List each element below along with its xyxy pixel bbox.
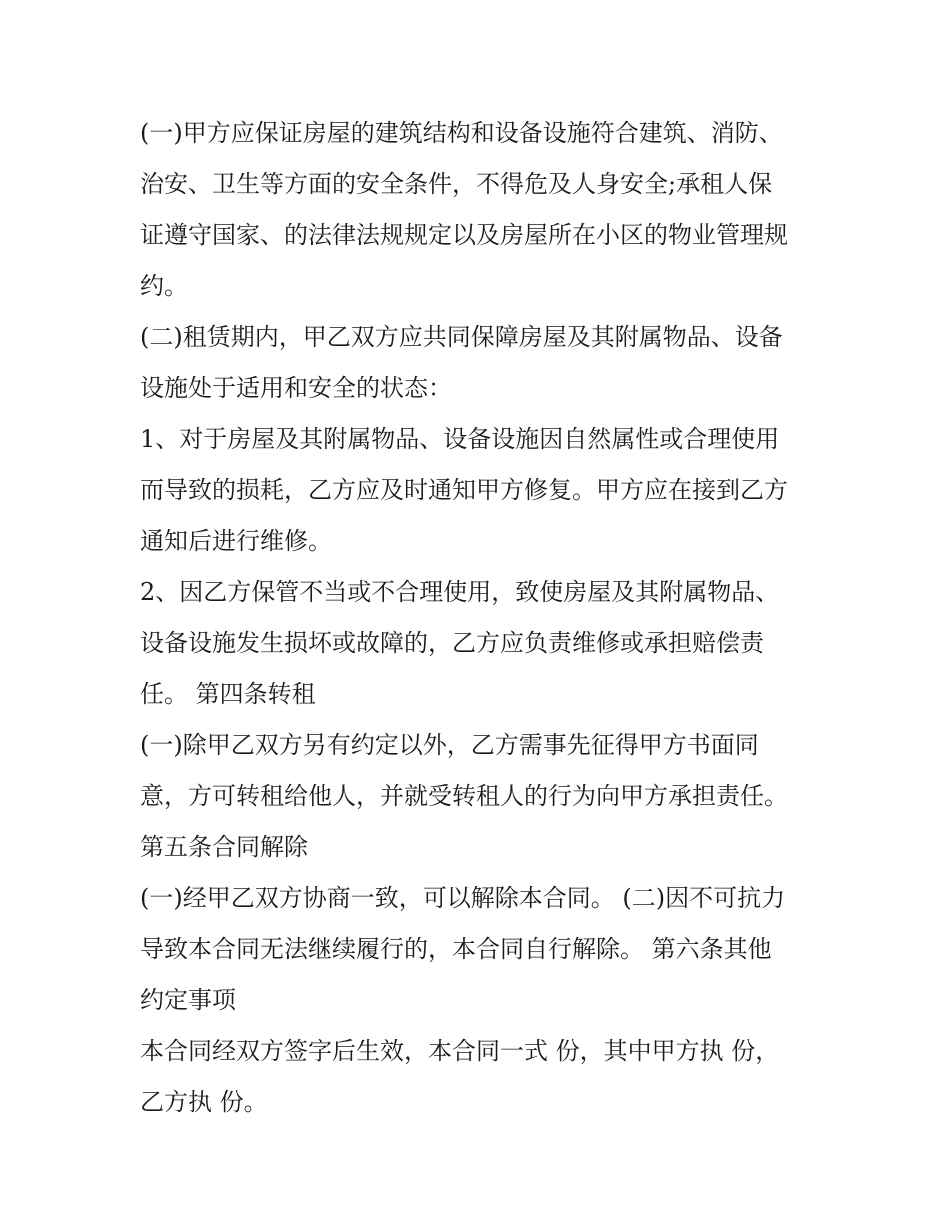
text-line: 治安、卫生等方面的安全条件，不得危及人身安全;承租人保: [140, 170, 773, 198]
text-line: 意，方可转租给他人，并就受转租人的行为向甲方承担责任。: [140, 782, 788, 810]
text-line: 任。 第四条转租: [140, 680, 316, 708]
text-line: 约定事项: [140, 986, 236, 1014]
text-line: 而导致的损耗，乙方应及时通知甲方修复。甲方应在接到乙方: [140, 476, 788, 504]
text-line: 约。: [140, 272, 188, 300]
text-line: (一)除甲乙双方另有约定以外，乙方需事先征得甲方书面同: [140, 731, 759, 759]
text-line: 本合同经双方签字后生效，本合同一式 份，其中甲方执 份，: [140, 1037, 780, 1065]
text-line: 导致本合同无法继续履行的，本合同自行解除。 第六条其他: [140, 935, 772, 963]
text-line: 通知后进行维修。: [140, 527, 332, 555]
text-line: 乙方执 份。: [140, 1088, 268, 1116]
document-body: [140, 108, 820, 1128]
text-line: 2、因乙方保管不当或不合理使用，致使房屋及其附属物品、: [140, 578, 780, 606]
text-line: (一)经甲乙双方协商一致，可以解除本合同。 (二)因不可抗力: [140, 884, 786, 912]
text-line: 证遵守国家、的法律法规规定以及房屋所在小区的物业管理规: [140, 221, 788, 249]
text-line: 设备设施发生损坏或故障的，乙方应负责维修或承担赔偿责: [140, 629, 764, 657]
text-line: (一)甲方应保证房屋的建筑结构和设备设施符合建筑、消防、: [140, 119, 783, 147]
text-line: 设施处于适用和安全的状态：: [140, 374, 452, 402]
text-line: 第五条合同解除: [140, 833, 308, 861]
text-line: (二)租赁期内，甲乙双方应共同保障房屋及其附属物品、设备: [140, 323, 783, 351]
text-line: 1、对于房屋及其附属物品、设备设施因自然属性或合理使用: [140, 425, 780, 453]
